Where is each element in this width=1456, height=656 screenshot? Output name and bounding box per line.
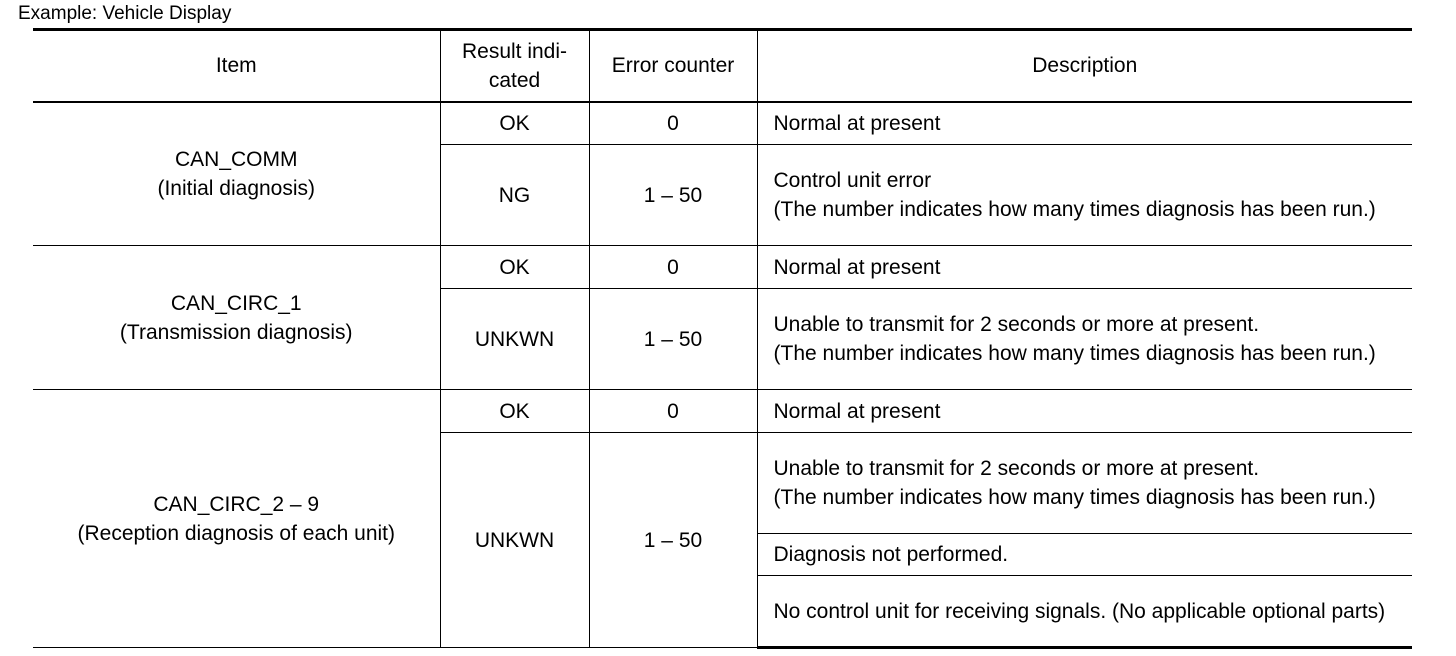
table-header-row [33, 30, 1412, 102]
header-result-line1: Result indi- [461, 39, 568, 63]
table-row [33, 390, 1412, 433]
counter-cell: 1 – 50 [589, 145, 757, 246]
header-result-line2: cated [488, 68, 541, 92]
item-subtitle: (Transmission diagnosis) [119, 320, 353, 344]
counter-cell: 0 [589, 246, 757, 289]
counter-cell: 1 – 50 [589, 433, 757, 648]
table-row [33, 246, 1412, 289]
item-subtitle: (Reception diagnosis of each unit) [77, 521, 396, 545]
description-cell [757, 289, 1412, 390]
header-description: Description [757, 30, 1412, 102]
item-name: CAN_COMM [174, 147, 298, 171]
vehicle-display-table [33, 28, 1412, 649]
description-cell: Normal at present [757, 390, 1412, 433]
description-line: (The number indicates how many times diagnosis has been run.) [773, 486, 1376, 509]
result-cell: OK [440, 246, 589, 289]
header-item: Item [33, 30, 440, 102]
description-cell [757, 433, 1412, 534]
item-subtitle: (Initial diagnosis) [157, 176, 316, 200]
result-cell: NG [440, 145, 589, 246]
result-cell: UNKWN [440, 433, 589, 648]
description-line: Control unit error [773, 169, 932, 192]
description-line: Unable to transmit for 2 seconds or more at present. [773, 457, 1260, 480]
result-cell: OK [440, 102, 589, 145]
item-cell [33, 102, 440, 246]
description-cell: Normal at present [757, 102, 1412, 145]
description-line: (The number indicates how many times diagnosis has been run.) [773, 342, 1376, 365]
counter-cell: 0 [589, 102, 757, 145]
header-error-counter: Error counter [589, 30, 757, 102]
description-cell: No control unit for receiving signals. (No applicable optional parts) [757, 576, 1412, 648]
description-cell: Normal at present [757, 246, 1412, 289]
description-cell: Diagnosis not performed. [757, 534, 1412, 576]
counter-cell: 1 – 50 [589, 289, 757, 390]
header-result-indicated [440, 30, 589, 102]
counter-cell: 0 [589, 390, 757, 433]
item-cell [33, 246, 440, 390]
item-name: CAN_CIRC_2 – 9 [153, 492, 320, 516]
item-cell [33, 390, 440, 648]
result-cell: UNKWN [440, 289, 589, 390]
table-row [33, 102, 1412, 145]
description-line: (The number indicates how many times diagnosis has been run.) [773, 198, 1376, 221]
result-cell: OK [440, 390, 589, 433]
description-line: Unable to transmit for 2 seconds or more at present. [773, 313, 1260, 336]
item-name: CAN_CIRC_1 [170, 291, 302, 315]
description-cell [757, 145, 1412, 246]
table-caption: Example: Vehicle Display [18, 3, 232, 24]
